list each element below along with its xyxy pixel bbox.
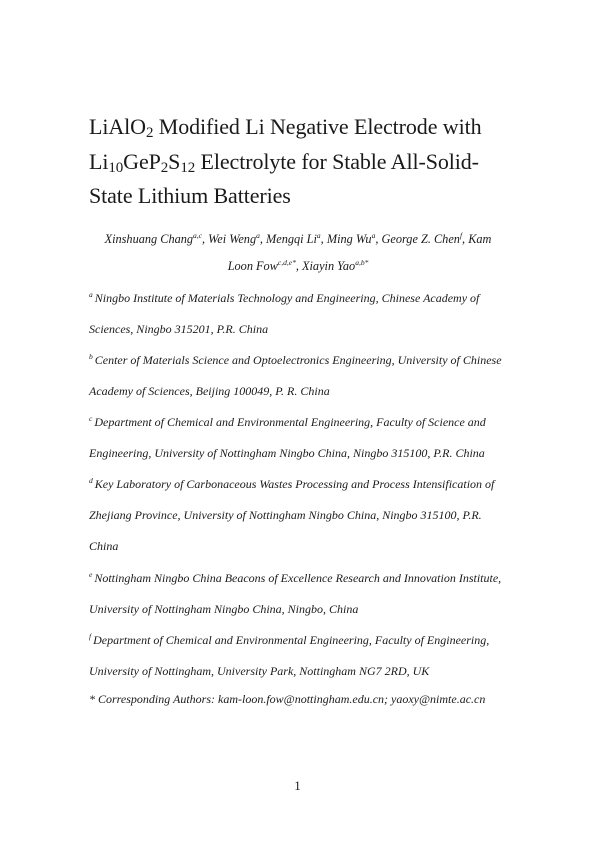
author-line-1: Xinshuang Chang$^{a,c}$, Wei Weng$^a$, Mengqi Li$^a$, Ming Wu$^a$, George Z. Chen$^f$, Kam [104,231,492,246]
author-list [89,226,507,280]
affiliation-line [89,283,519,314]
affiliation-text: Center of Materials Science and Optoelectronics Engineering, University of Chinese [94,353,502,367]
affiliation-e [89,563,519,625]
affiliation-line: Academy of Sciences, Beijing 100049, P. R. China [89,384,330,398]
affiliation-line: Zhejiang Province, University of Nottingham Ningbo China, Ningbo 315100, P.R. [89,508,482,522]
subscript: 2 [160,159,169,176]
affiliation-text: Key Laboratory of Carbonaceous Wastes Processing and Process Intensification of [94,477,495,491]
title-line-1 [89,110,519,145]
affiliation-line [89,625,519,656]
subscript: 2 [145,125,154,141]
affiliation-text: Department of Chemical and Environmental Engineering, Faculty of Science and [94,415,486,429]
title-text: GeP [123,148,161,174]
corresponding-authors: * Corresponding Authors: kam-loon.fow@nottingham.edu.cn; yaoxy@nimte.ac.cn [89,692,486,706]
title-text: LiAlO [89,114,146,139]
affiliation-line: University of Nottingham Ningbo China, Ningbo, China [89,602,359,616]
affiliation-a [89,283,519,345]
affiliation-line [89,563,519,594]
author-name: Ming Wu [326,232,372,246]
affiliation-mark: b [89,352,93,361]
author-affiliation-mark: c,d,e* [277,258,296,267]
affiliation-line [89,469,519,500]
title-line-3: State Lithium Batteries [89,183,291,208]
title-line-2 [89,145,519,180]
subscript: 12 [180,159,196,176]
author-name: Wei Weng [208,232,257,246]
affiliation-text: Nottingham Ningbo China Beacons of Excellence Research and Innovation Institute, [94,571,502,585]
affiliation-d [89,469,519,562]
author-name: Xinshuang Chang [104,232,194,246]
author-name-part: Loon Fow [227,259,278,273]
author-line-2: Loon Fow$^{c,d,e*}$, Xiayin Yao$^{a,b*}$ [227,258,369,273]
affiliation-line [89,345,519,376]
title-text: Modified Li Negative Electrode with [153,114,482,139]
author-affiliation-mark: a [371,231,376,240]
affiliation-mark: c [89,414,93,423]
author-affiliation-mark: a,b* [355,258,369,267]
title-text: Li [89,148,109,174]
affiliation-f [89,625,519,687]
affiliation-text: Ningbo Institute of Materials Technology and Engineering, Chinese Academy of [94,291,480,305]
affiliation-text: Department of Chemical and Environmental Engineering, Faculty of Engineering, [93,633,490,647]
affiliation-line: China [89,539,119,553]
author-name: Xiayin Yao [302,259,356,273]
affiliation-line: Sciences, Ningbo 315201, P.R. China [89,322,269,336]
affiliation-line: Engineering, University of Nottingham Ningbo China, Ningbo 315100, P.R. China [89,446,485,460]
author-affiliation-mark: a [256,231,260,240]
affiliation-line: University of Nottingham, University Park, Nottingham NG7 2RD, UK [89,664,430,678]
author-affiliation-mark: a [316,231,321,240]
page-number: 1 [294,778,301,793]
affiliation-c [89,407,519,469]
affiliation-mark: f [89,632,92,641]
affiliation-line [89,407,519,438]
affiliation-b [89,345,519,407]
affiliation-mark: d [89,476,93,485]
author-name-part: Kam [468,232,492,246]
author-affiliation-mark: a,c [193,231,203,240]
affiliation-mark: e [89,570,93,579]
title-text: Electrolyte for Stable All-Solid- [195,148,479,174]
author-name: Mengqi Li [266,232,317,246]
subscript: 10 [108,159,124,176]
author-affiliation-mark: f [459,231,463,240]
affiliation-mark: a [89,290,93,299]
author-name: George Z. Chen [381,232,460,246]
title-text: S [168,148,181,174]
paper-title [89,110,519,214]
